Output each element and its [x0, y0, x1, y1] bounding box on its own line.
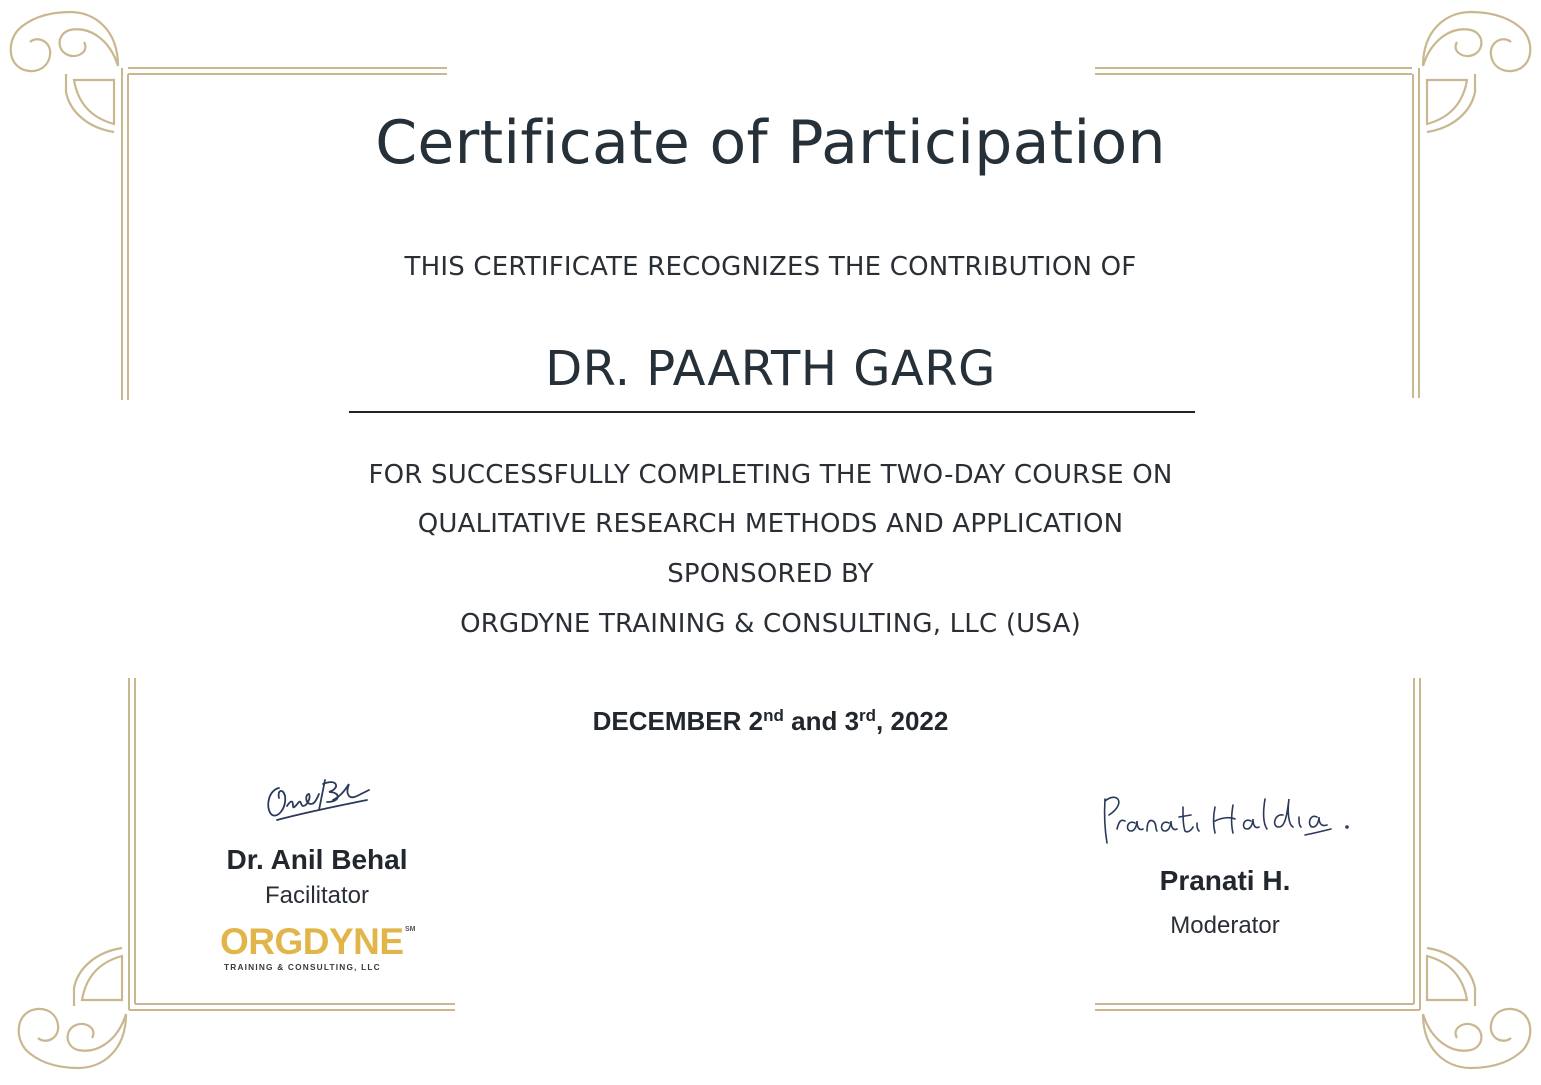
course-line-4: ORGDYNE TRAINING & CONSULTING, LLC (USA) [460, 609, 1081, 639]
course-line-1: FOR SUCCESSFULLY COMPLETING THE TWO-DAY COURSE ON [368, 460, 1173, 490]
date-suffix-2: rd [859, 706, 877, 725]
recipient-underline [349, 411, 1195, 413]
facilitator-name: Dr. Anil Behal [226, 844, 408, 875]
recipient-name: DR. PAARTH GARG [545, 341, 996, 397]
course-dates [0, 706, 1541, 737]
date-suffix-1: nd [763, 706, 784, 725]
date-part-3: , 2022 [876, 706, 949, 736]
logo-wordmark: ORGDYNE [220, 921, 404, 962]
orgdyne-logo [220, 923, 420, 973]
facilitator-signature-image [257, 770, 377, 830]
course-line-3: SPONSORED BY [667, 559, 874, 589]
moderator-role: Moderator [1170, 912, 1280, 939]
facilitator-role: Facilitator [264, 882, 370, 909]
date-part-1: DECEMBER 2 [592, 706, 764, 736]
recognition-statement: THIS CERTIFICATE RECOGNIZES THE CONTRIBUTION OF [404, 252, 1137, 282]
course-line-2: QUALITATIVE RESEARCH METHODS AND APPLICATION [417, 509, 1124, 539]
corner-scroll-bottom-left [19, 948, 126, 1068]
moderator-name: Pranati H. [1159, 865, 1291, 896]
certificate-title: Certificate of Participation [375, 108, 1166, 178]
logo-service-mark: SM [405, 926, 416, 933]
corner-scroll-bottom-right [1423, 948, 1530, 1068]
logo-tagline: TRAINING & CONSULTING, LLC [224, 962, 381, 972]
date-part-2: and 3 [783, 706, 860, 736]
moderator-signature-image [1095, 785, 1365, 855]
